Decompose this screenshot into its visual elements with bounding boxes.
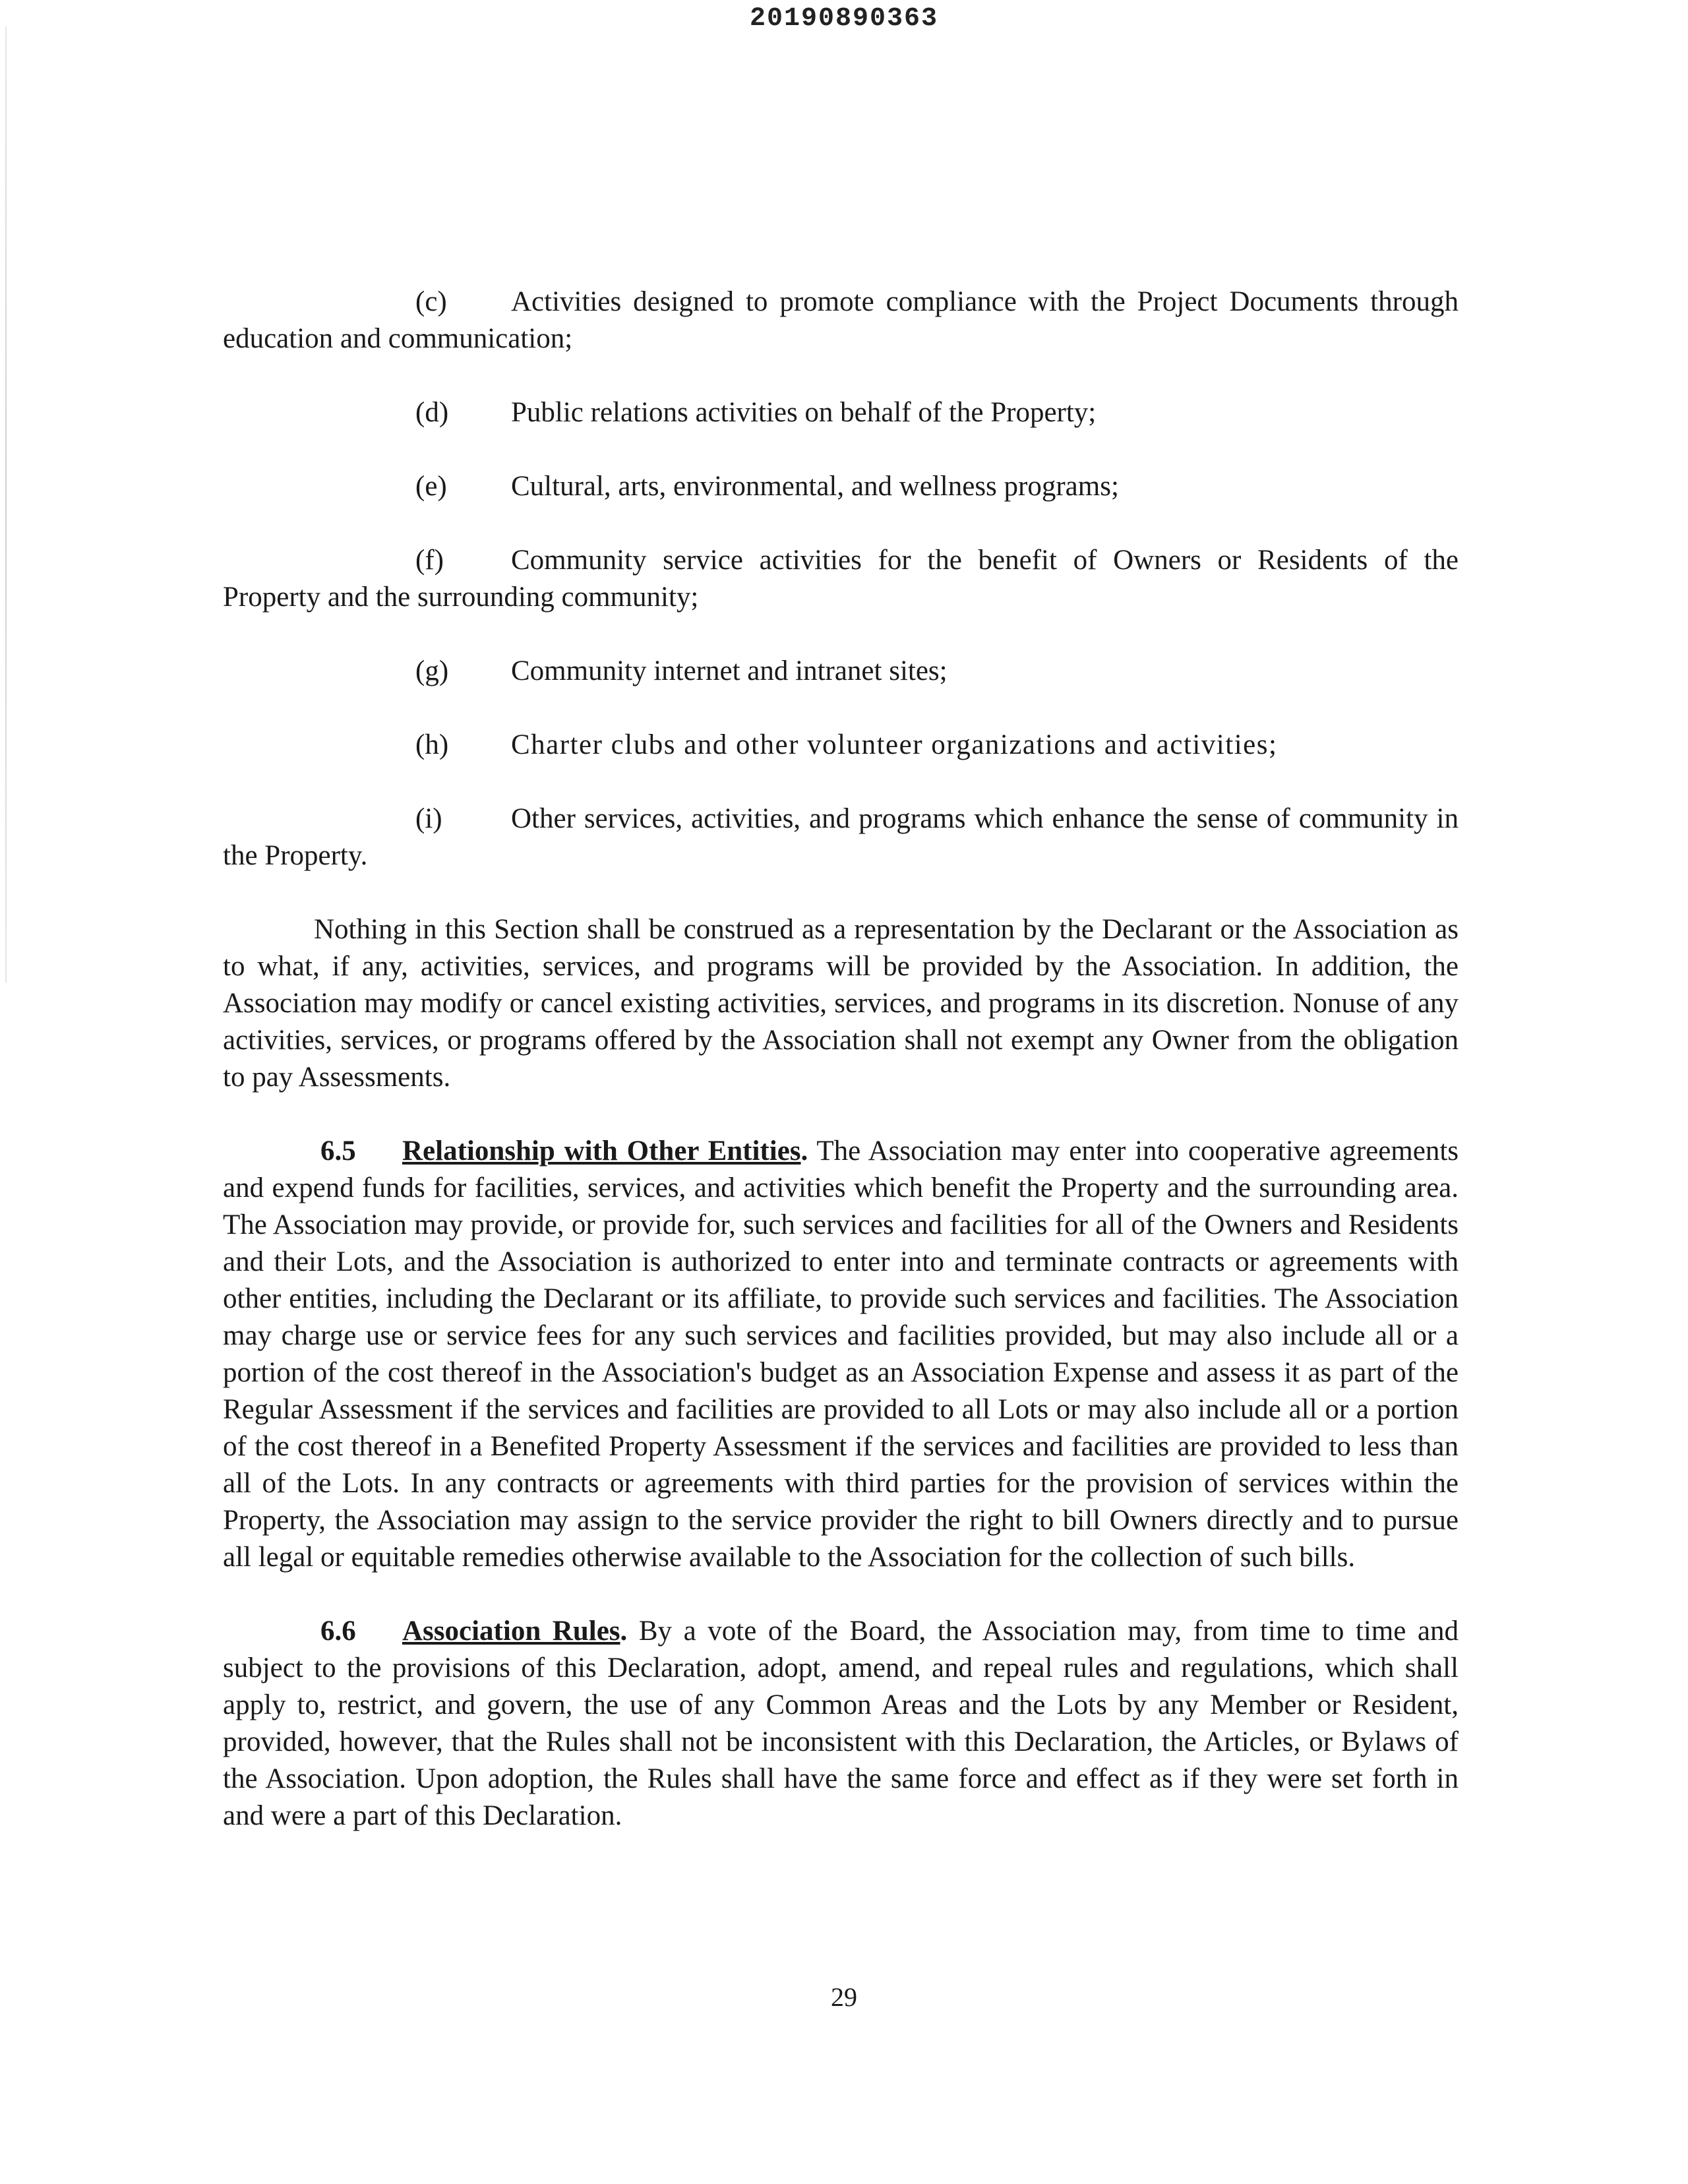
list-item-label: (i) xyxy=(415,803,442,834)
section-title-period: . xyxy=(800,1136,808,1167)
list-item-e xyxy=(223,468,1459,505)
list-item-text: Other services, activities, and programs which enhance the sense of community in the Property. xyxy=(223,803,1459,871)
list-item-g xyxy=(223,653,1459,690)
list-item-text: Community internet and intranet sites; xyxy=(511,655,948,686)
list-item-c xyxy=(223,284,1459,357)
scan-edge-shadow xyxy=(5,26,7,983)
list-item-text: Activities designed to promote compliance with the Project Documents through education and communication; xyxy=(223,286,1459,354)
page-body xyxy=(223,284,1459,1871)
section-title: Relationship with Other Entities xyxy=(402,1136,801,1167)
list-item-label: (e) xyxy=(415,471,447,502)
list-item-h xyxy=(223,727,1459,764)
section-6-6 xyxy=(223,1613,1459,1835)
list-item-d xyxy=(223,394,1459,431)
section-number: 6.6 xyxy=(320,1616,356,1647)
page-number: 29 xyxy=(831,1982,857,2012)
section-title: Association Rules xyxy=(402,1616,620,1647)
list-item-i xyxy=(223,801,1459,874)
list-item-label: (d) xyxy=(415,397,449,428)
list-item-label: (f) xyxy=(415,545,444,576)
document-number: 20190890363 xyxy=(749,4,939,34)
list-item-text: Charter clubs and other volunteer organizations and activities; xyxy=(511,729,1278,760)
list-item-text: Public relations activities on behalf of the Property; xyxy=(511,397,1097,428)
list-item-f xyxy=(223,542,1459,616)
section-title-period: . xyxy=(620,1616,628,1647)
list-item-label: (g) xyxy=(415,655,449,686)
section-body: By a vote of the Board, the Association may, from time to time and subject to the provisions of this Declaration, adopt, amend, and repeal rules and regulations, which shall apply to, restrict, and govern, the use of any Common Areas and the Lots by any Member or Resident, provided, however, that the Rules shall not be inconsistent with this Declaration, the Articles, or Bylaws of the Association. Upon adoption, the Rules shall have the same force and effect as if they were set forth in and were a part of this Declaration. xyxy=(223,1616,1459,1831)
list-item-label: (c) xyxy=(415,286,447,317)
section-number: 6.5 xyxy=(320,1136,356,1167)
list-item-text: Cultural, arts, environmental, and wellness programs; xyxy=(511,471,1119,502)
list-item-text: Community service activities for the benefit of Owners or Residents of the Property and the surrounding community; xyxy=(223,545,1459,613)
paragraph-nothing-in-section: Nothing in this Section shall be construed as a representation by the Declarant or the Association as to what, if any, activities, services, and programs will be provided by the Association. In addition, the Association may modify or cancel existing activities, services, and programs in its discretion. Nonuse of any activities, services, or programs offered by the Association shall not exempt any Owner from the obligation to pay Assessments. xyxy=(223,914,1459,1093)
section-body: The Association may enter into cooperative agreements and expend funds for facilities, services, and activities which benefit the Property and the surrounding area. The Association may provide, or provide for, such services and facilities for all of the Owners and Residents and their Lots, and the Association is authorized to enter into and terminate contracts or agreements with other entities, including the Declarant or its affiliate, to provide such services and facilities. The Association may charge use or service fees for any such services and facilities provided, but may also include all or a portion of the cost thereof in the Association's budget as an Association Expense and assess it as part of the Regular Assessment if the services and facilities are provided to all Lots or may also include all or a portion of the cost thereof in a Benefited Property Assessment if the services and facilities are provided to less than all of the Lots. In any contracts or agreements with third parties for the provision of services within the Property, the Association may assign to the service provider the right to bill Owners directly and to pursue all legal or equitable remedies otherwise available to the Association for the collection of such bills. xyxy=(223,1136,1459,1573)
list-item-label: (h) xyxy=(415,729,449,760)
section-6-5 xyxy=(223,1133,1459,1576)
